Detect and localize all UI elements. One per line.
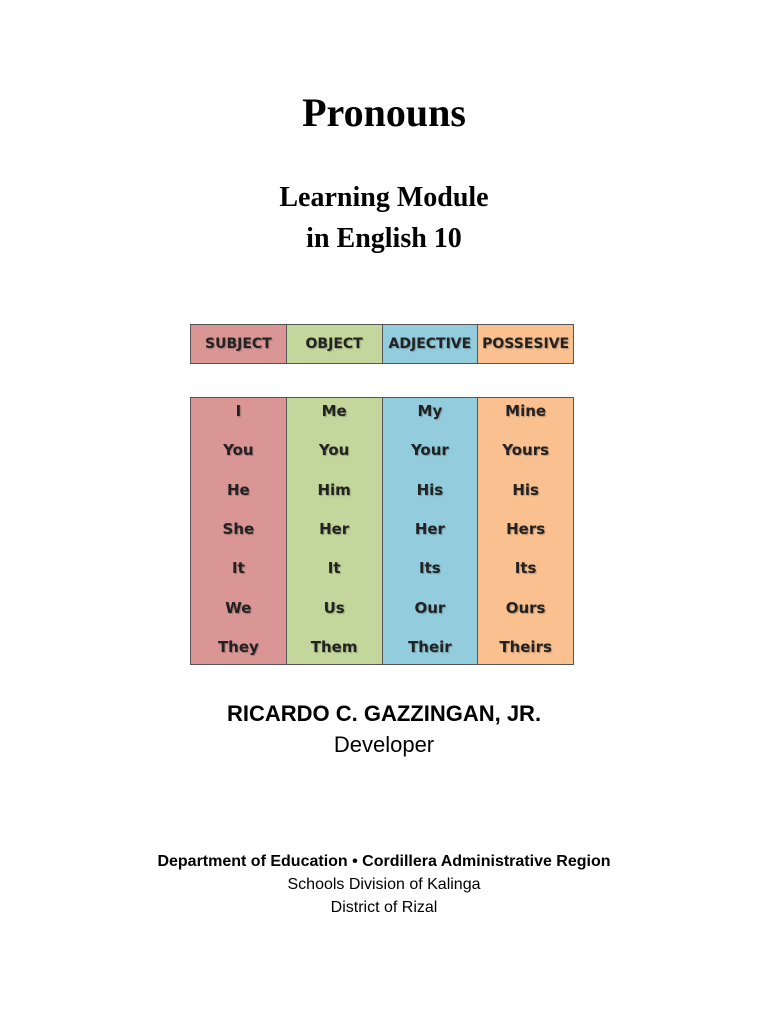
pronoun-word: You [223, 441, 254, 460]
column-header-subject: SUBJECT [191, 325, 287, 363]
pronoun-word: He [227, 480, 250, 499]
pronoun-column-object [287, 398, 383, 664]
pronoun-word: You [318, 441, 350, 460]
pronoun-table-body [190, 397, 574, 665]
pronoun-word: We [225, 598, 252, 617]
pronoun-word: Your [410, 441, 449, 460]
pronoun-word: Them [310, 637, 358, 656]
subtitle-line-2: in English 10 [306, 223, 462, 254]
pronoun-word: Me [321, 402, 347, 420]
developer-role: Developer [333, 732, 435, 757]
pronoun-word: Her [414, 519, 445, 538]
developer-name: RICARDO C. GAZZINGAN, JR. [226, 701, 542, 726]
column-header-possesive: POSSESIVE [478, 325, 573, 363]
pronoun-word: Us [323, 598, 345, 617]
pronoun-word: His [416, 480, 444, 499]
pronoun-column-subject [191, 398, 287, 664]
pronoun-word: Its [419, 559, 441, 578]
pronoun-word: They [217, 637, 259, 656]
pronoun-word: His [512, 480, 539, 499]
pronoun-word: Yours [502, 441, 550, 460]
pronoun-column-adjective [383, 398, 479, 664]
pronoun-table-header [190, 324, 574, 364]
column-header-object: OBJECT [287, 325, 383, 363]
pronoun-column-possesive [478, 398, 573, 664]
pronoun-word: I [235, 402, 242, 420]
pronoun-word: Mine [505, 402, 547, 420]
pronoun-word: It [231, 559, 245, 578]
pronoun-word: Theirs [499, 637, 552, 656]
footer-department: Department of Education • Cordillera Administrative Region [157, 853, 611, 870]
pronoun-word: Ours [505, 598, 546, 617]
pronoun-word: My [417, 402, 443, 420]
pronoun-word: It [327, 559, 341, 578]
pronoun-word: Her [319, 519, 350, 538]
subtitle-line-1: Learning Module [279, 182, 489, 213]
pronoun-word: Its [514, 559, 537, 578]
pronoun-word: Their [408, 637, 452, 656]
document-title: Pronouns [302, 90, 466, 135]
pronoun-word: Our [414, 598, 446, 617]
pronoun-word: Him [317, 480, 351, 499]
column-header-adjective: ADJECTIVE [383, 325, 479, 363]
pronoun-word: Hers [506, 519, 546, 538]
pronoun-word: She [222, 519, 255, 538]
footer-district: District of Rizal [330, 899, 438, 916]
footer-division: Schools Division of Kalinga [287, 876, 481, 893]
